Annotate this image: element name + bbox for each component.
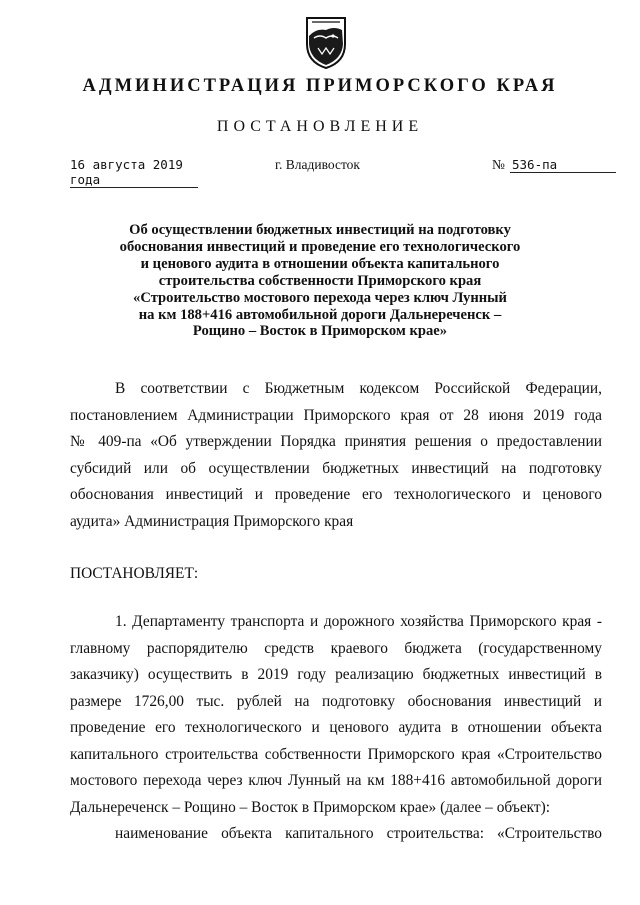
paragraph-line: № 409-па «Об утверждении Порядка принятия решения о предоставлении [70, 433, 602, 450]
item-1-continuation [70, 821, 602, 848]
paragraph-line: мостового перехода через ключ Лунный на км 188+416 автомобильной дороги [70, 772, 602, 789]
heading-line: на км 188+416 автомобильной дороги Дальнереченск – [138, 306, 502, 323]
document-city: г. Владивосток [275, 157, 360, 172]
decree-word: ПОСТАНОВЛЯЕТ: [70, 565, 199, 582]
paragraph-line: размере 1726,00 тыс. рублей на подготовку обоснования инвестиций и [70, 692, 602, 710]
paragraph-line: обоснования инвестиций и проведение его технологического и ценового [70, 486, 602, 503]
heading-line: строительства собственности Приморского края [158, 272, 482, 289]
organization-title: АДМИНИСТРАЦИЯ ПРИМОРСКОГО КРАЯ [82, 76, 558, 96]
paragraph-line: В соответствии с Бюджетным кодексом Российской Федерации, [115, 380, 602, 397]
paragraph-line: капитального строительства собственности Приморского края «Строительство [70, 745, 602, 763]
heading-line: и ценового аудита в отношении объекта капитального [140, 255, 500, 272]
coat-of-arms-icon [304, 14, 348, 70]
heading-line: обоснования инвестиций и проведение его технологического [119, 238, 521, 255]
document-heading [90, 222, 550, 340]
paragraph-line: 1. Департаменту транспорта и дорожного хозяйства Приморского края - [115, 613, 602, 630]
item-1-paragraph [70, 609, 602, 821]
document-date: 16 августа 2019 года [70, 157, 198, 188]
heading-line: «Строительство мостового перехода через ключ Лунный [133, 289, 507, 306]
paragraph-line: субсидий или об осуществлении бюджетных инвестиций на подготовку [70, 459, 602, 477]
document-type: ПОСТАНОВЛЕНИЕ [216, 118, 424, 135]
paragraph-line: заказчику) осуществить в 2019 году реализацию бюджетных инвестиций в [70, 666, 602, 683]
paragraph-line: проведение его технологического и ценового аудита в отношении объекта [70, 719, 602, 736]
document-meta [0, 157, 640, 187]
document-number: 536-па [510, 157, 616, 173]
paragraph-line: наименование объекта капитального строительства: «Строительство [115, 825, 602, 842]
heading-line: Рощино – Восток в Приморском крае» [192, 323, 448, 340]
paragraph-line: главному распорядителю средств краевого бюджета (государственному [70, 639, 602, 657]
heading-line: Об осуществлении бюджетных инвестиций на подготовку [129, 222, 511, 238]
paragraph-line: Дальнереченск – Рощино – Восток в Приморском крае» (далее – объект): [70, 798, 551, 816]
paragraph-line: аудита» Администрация Приморского края [70, 512, 354, 530]
preamble-paragraph [70, 376, 602, 535]
paragraph-line: постановлением Администрации Приморского края от 28 июня 2019 года [70, 406, 602, 424]
document-number-label: № [492, 157, 505, 172]
